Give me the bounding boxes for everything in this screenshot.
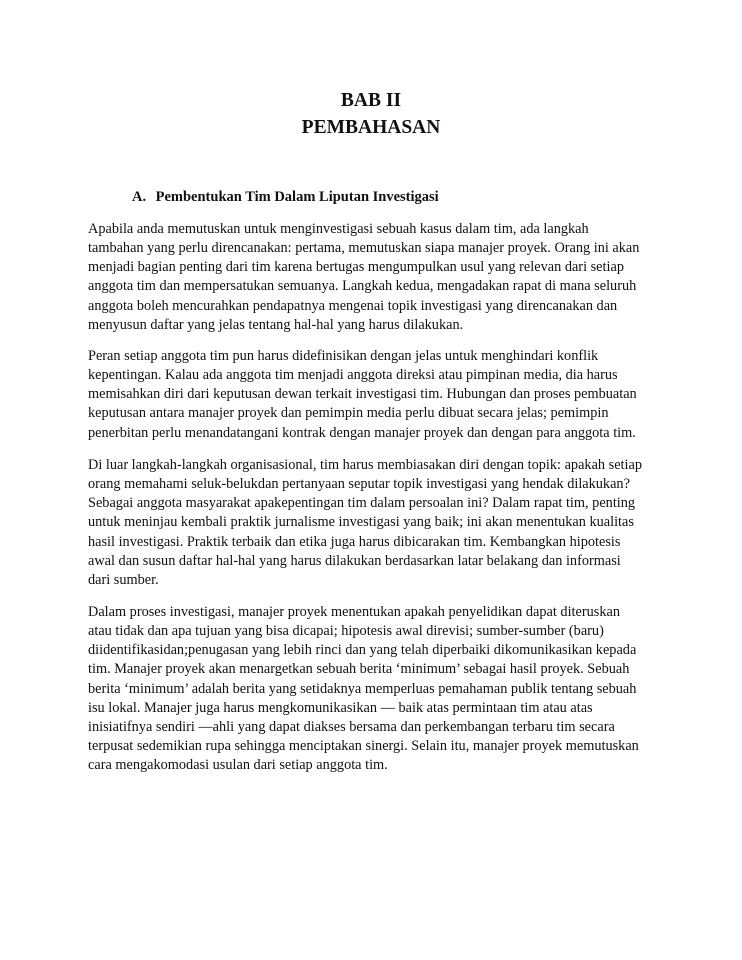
paragraph-line: memisahkan diri dari keputusan dewan terkait investigasi tim. Hubungan dan proses pembuatan	[88, 386, 637, 403]
chapter-title: PEMBAHASAN	[301, 117, 441, 138]
paragraph-3	[88, 456, 658, 590]
paragraph-line: kepentingan. Kalau ada anggota tim menjadi anggota direksi atau pimpinan media, dia harus	[88, 367, 618, 384]
section-heading	[132, 187, 439, 207]
paragraph-line: atau tidak dan apa tujuan yang bisa dicapai; hipotesis awal direvisi; sumber-sumber (baru)	[88, 623, 604, 640]
paragraph-line: Peran setiap anggota tim pun harus didefinisikan dengan jelas untuk menghindari konflik	[88, 348, 599, 364]
paragraph-line: berita ‘minimum’ adalah berita yang setidaknya memperluas pemahaman publik tentang sebuah	[88, 680, 637, 697]
paragraph-line: Dalam proses investigasi, manajer proyek menentukan apakah penyelidikan dapat diteruskan	[88, 604, 620, 620]
paragraph-line: terpusat sedemikian rupa sehingga menciptakan sinergi. Selain itu, manajer proyek memutuskan	[88, 738, 639, 755]
paragraph-1	[88, 220, 658, 335]
paragraph-line: cara mengakomodasi usulan dari setiap anggota tim.	[88, 757, 388, 774]
paragraph-line: inisiatifnya sendiri —ahli yang dapat diakses bersama dan perkembangan terbaru tim secara	[88, 718, 615, 735]
paragraph-line: untuk meninjau kembali praktik jurnalisme investigasi yang baik; ini akan menentukan kualitas	[88, 514, 634, 531]
paragraph-4	[88, 603, 658, 775]
paragraph-line: awal dan susun daftar hal-hal yang harus dilakukan berdasarkan latar belakang dan informasi	[88, 552, 621, 569]
paragraph-line: isu lokal. Manajer juga harus mengkomunikasikan — baik atas permintaan tim atau atas	[88, 699, 593, 716]
chapter-heading	[0, 87, 742, 141]
paragraph-line: Di luar langkah-langkah organisasional, tim harus membiasakan diri dengan topik: apakah setiap	[88, 457, 642, 473]
paragraph-2	[88, 347, 658, 443]
paragraph-line: penerbitan perlu menandatangani kontrak dengan manajer proyek dan dengan para anggota tim.	[88, 424, 636, 441]
paragraph-line: menyusun daftar yang jelas tentang hal-hal yang harus dilakukan.	[88, 316, 464, 333]
section-title: Pembentukan Tim Dalam Liputan Investigasi	[155, 189, 439, 205]
section-number: A.	[132, 189, 147, 205]
paragraph-line: anggota tim dan mempersatukan semuanya. Langkah kedua, mengadakan rapat di mana seluruh	[88, 278, 637, 295]
paragraph-line: Sebagai anggota masyarakat apakepentingan tim dalam persoalan ini? Dalam rapat tim, penting	[88, 495, 636, 512]
paragraph-line: keputusan antara manajer proyek dan pemimpin media perlu dibuat secara jelas; pemimpin	[88, 405, 609, 422]
paragraph-line: anggota boleh mencurahkan pendapatnya mengenai topik investigasi yang direncanakan dan	[88, 297, 618, 314]
paragraph-line: dari sumber.	[88, 571, 159, 588]
paragraph-line: Apabila anda memutuskan untuk menginvestigasi sebuah kasus dalam tim, ada langkah	[88, 221, 589, 237]
chapter-number: BAB II	[340, 90, 402, 111]
paragraph-line: hasil investigasi. Praktik terbaik dan etika juga harus dibicarakan tim. Kembangkan hipotesis	[88, 533, 621, 550]
paragraph-line: tambahan yang perlu direncanakan: pertama, memutuskan siapa manajer proyek. Orang ini akan	[88, 240, 640, 257]
paragraph-line: tim. Manajer proyek akan menargetkan sebuah berita ‘minimum’ sebagai hasil proyek. Sebuah	[88, 661, 630, 678]
paragraph-line: menjadi bagian penting dari tim karena bertugas mengumpulkan usul yang relevan dari setiap	[88, 259, 624, 276]
paragraph-line: diidentifikasidan;penugasan yang lebih rinci dan yang telah diperbaiki dikomunikasikan kepada	[88, 642, 637, 659]
paragraph-line: orang memahami seluk-belukdan pertanyaan seputar topik investigasi yang hendak dilakukan?	[88, 476, 630, 493]
